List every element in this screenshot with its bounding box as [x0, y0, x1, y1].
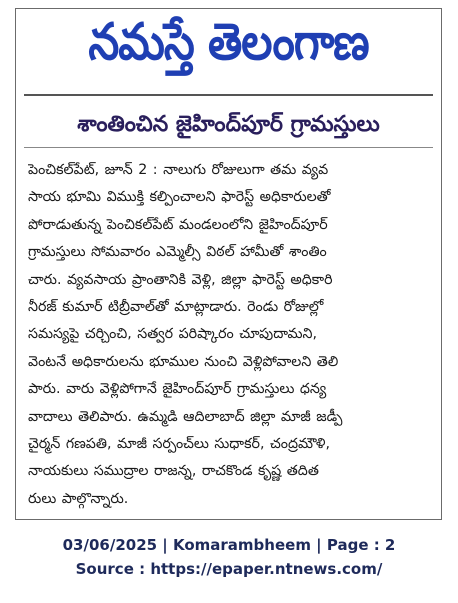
masthead-divider: [24, 94, 433, 96]
headline-divider: [24, 147, 433, 148]
body-line: రులు పాల్గొన్నారు.: [28, 490, 129, 507]
footer-source: Source : https://epaper.ntnews.com/: [75, 560, 383, 578]
body-line: పెంచికల్‌పేట్, జూన్ 2 : నాలుగు రోజులుగా తమ వ్యవ: [28, 162, 329, 178]
footer-date-edition: 03/06/2025 | Komarambheem | Page : 2: [62, 536, 396, 554]
body-line: వాదాలు తెలిపారు. ఉమ్మడి ఆదిలాబాద్ జిల్లా మాజీ జడ్పీ: [28, 408, 343, 425]
body-line: గ్రామస్తులు సోమవారం ఎమ్మెల్సీ విఠల్ హామీతో శాంతిం: [28, 244, 327, 261]
body-line: నీరజ్ కుమార్ టిబ్రీవాల్‌తో మాట్లాడారు. రెండు రోజుల్లో: [28, 299, 324, 316]
body-line: సాయ భూమి విముక్తి కల్పించాలని ఫారెస్ట్ అధికారులతో: [28, 189, 331, 206]
article-body: [28, 157, 431, 513]
body-line: వెంటనే అధికారులను భూముల నుంచి వెళ్లిపోవాలని తెలి: [28, 353, 339, 370]
body-line: పోరాడుతున్న పెంచికల్‌పేట్ మండలంలోని జైహింద్‌పూర్: [28, 216, 328, 233]
masthead: [16, 9, 441, 87]
body-line: పారు. వారు వెళ్లిపోగానే జైహింద్‌పూర్ గ్రామస్తులు ధన్య: [28, 381, 327, 398]
body-line: చారు. వ్యవసాయ ప్రాంతానికి వెళ్లి, జిల్లా ఫారెస్ట్ అధికారి: [28, 271, 333, 288]
news-clipping: [15, 8, 442, 520]
body-line: చైర్మన్ గణపతి, మాజీ సర్పంచ్‌లు సుధాకర్, చంద్రమౌళి,: [28, 436, 331, 453]
body-line: సమస్యపై చర్చించి, సత్వర పరిష్కారం చూపుదామని,: [28, 326, 318, 343]
body-line: నాయకులు సముద్రాల రాజన్న, రాచకొండ కృష్ణ తదిత: [28, 463, 319, 480]
article-headline: శాంతించిన జైహింద్‌పూర్ గ్రామస్తులు: [77, 112, 380, 137]
masthead-title: నమస్తే తెలంగాణ: [88, 13, 369, 72]
